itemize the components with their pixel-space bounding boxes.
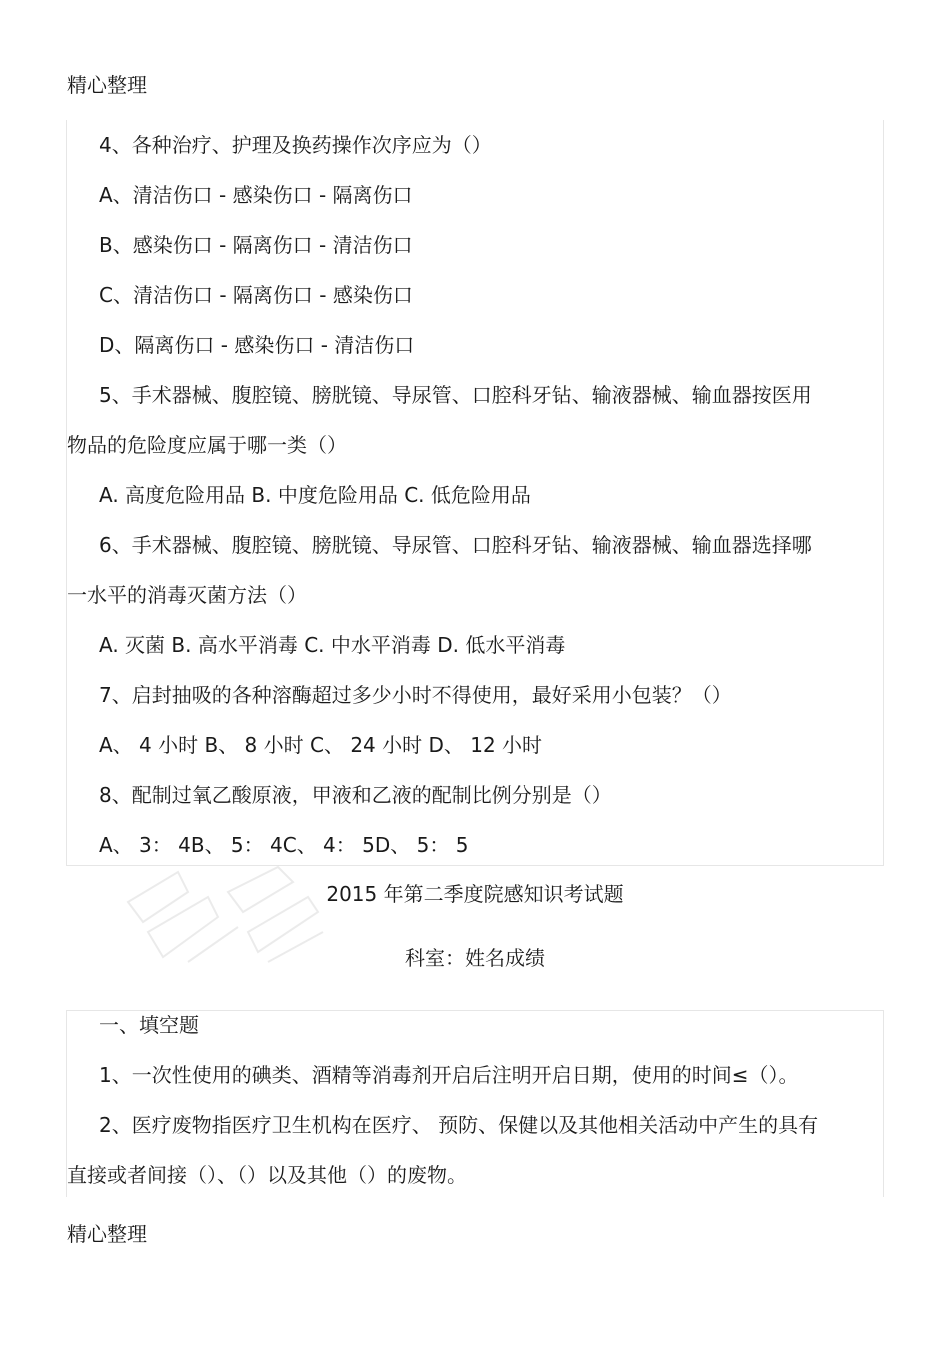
question-5-line-2: 物品的危险度应属于哪一类（） — [67, 433, 347, 457]
section-heading: 一、填空题 — [99, 1013, 199, 1037]
exam-info-line: 科室：姓名成绩 — [405, 946, 545, 970]
question-7-stem: 7、启封抽吸的各种溶酶超过多少小时不得使用，最好采用小包装？（） — [99, 683, 732, 707]
question-4-option-d: D、隔离伤口 - 感染伤口 - 清洁伤口 — [99, 333, 415, 357]
page-header: 精心整理 — [67, 73, 147, 97]
question-4-option-b: B、感染伤口 - 隔离伤口 - 清洁伤口 — [99, 233, 413, 257]
exam-title: 2015 年第二季度院感知识考试题 — [326, 882, 624, 906]
question-5-options: A. 高度危险用品 B. 中度危险用品 C. 低危险用品 — [99, 483, 531, 507]
question-4-option-a: A、清洁伤口 - 感染伤口 - 隔离伤口 — [99, 183, 413, 207]
fill-question-2-line-1: 2、医疗废物指医疗卫生机构在医疗、 预防、保健以及其他相关活动中产生的具有 — [99, 1113, 819, 1137]
question-5-line-1: 5、手术器械、腹腔镜、膀胱镜、导尿管、口腔科牙钻、输液器械、输血器按医用 — [99, 383, 812, 407]
question-6-line-1: 6、手术器械、腹腔镜、膀胱镜、导尿管、口腔科牙钻、输液器械、输血器选择哪 — [99, 533, 812, 557]
question-8-stem: 8、配制过氧乙酸原液，甲液和乙液的配制比例分别是（） — [99, 783, 612, 807]
question-6-options: A. 灭菌 B. 高水平消毒 C. 中水平消毒 D. 低水平消毒 — [99, 633, 566, 657]
fill-question-1: 1、一次性使用的碘类、酒精等消毒剂开启后注明开启日期，使用的时间≤（）。 — [99, 1063, 799, 1087]
question-8-options: A、 3： 4B、 5： 4C、 4： 5D、 5： 5 — [99, 833, 469, 857]
page-footer: 精心整理 — [67, 1222, 147, 1246]
question-7-options: A、 4 小时 B、 8 小时 C、 24 小时 D、 12 小时 — [99, 733, 543, 757]
question-6-line-2: 一水平的消毒灭菌方法（） — [67, 583, 307, 607]
question-4-option-c: C、清洁伤口 - 隔离伤口 - 感染伤口 — [99, 283, 413, 307]
question-4-stem: 4、各种治疗、护理及换药操作次序应为（） — [99, 133, 492, 157]
fill-question-2-line-2: 直接或者间接（）、（）以及其他（）的废物。 — [67, 1163, 467, 1187]
